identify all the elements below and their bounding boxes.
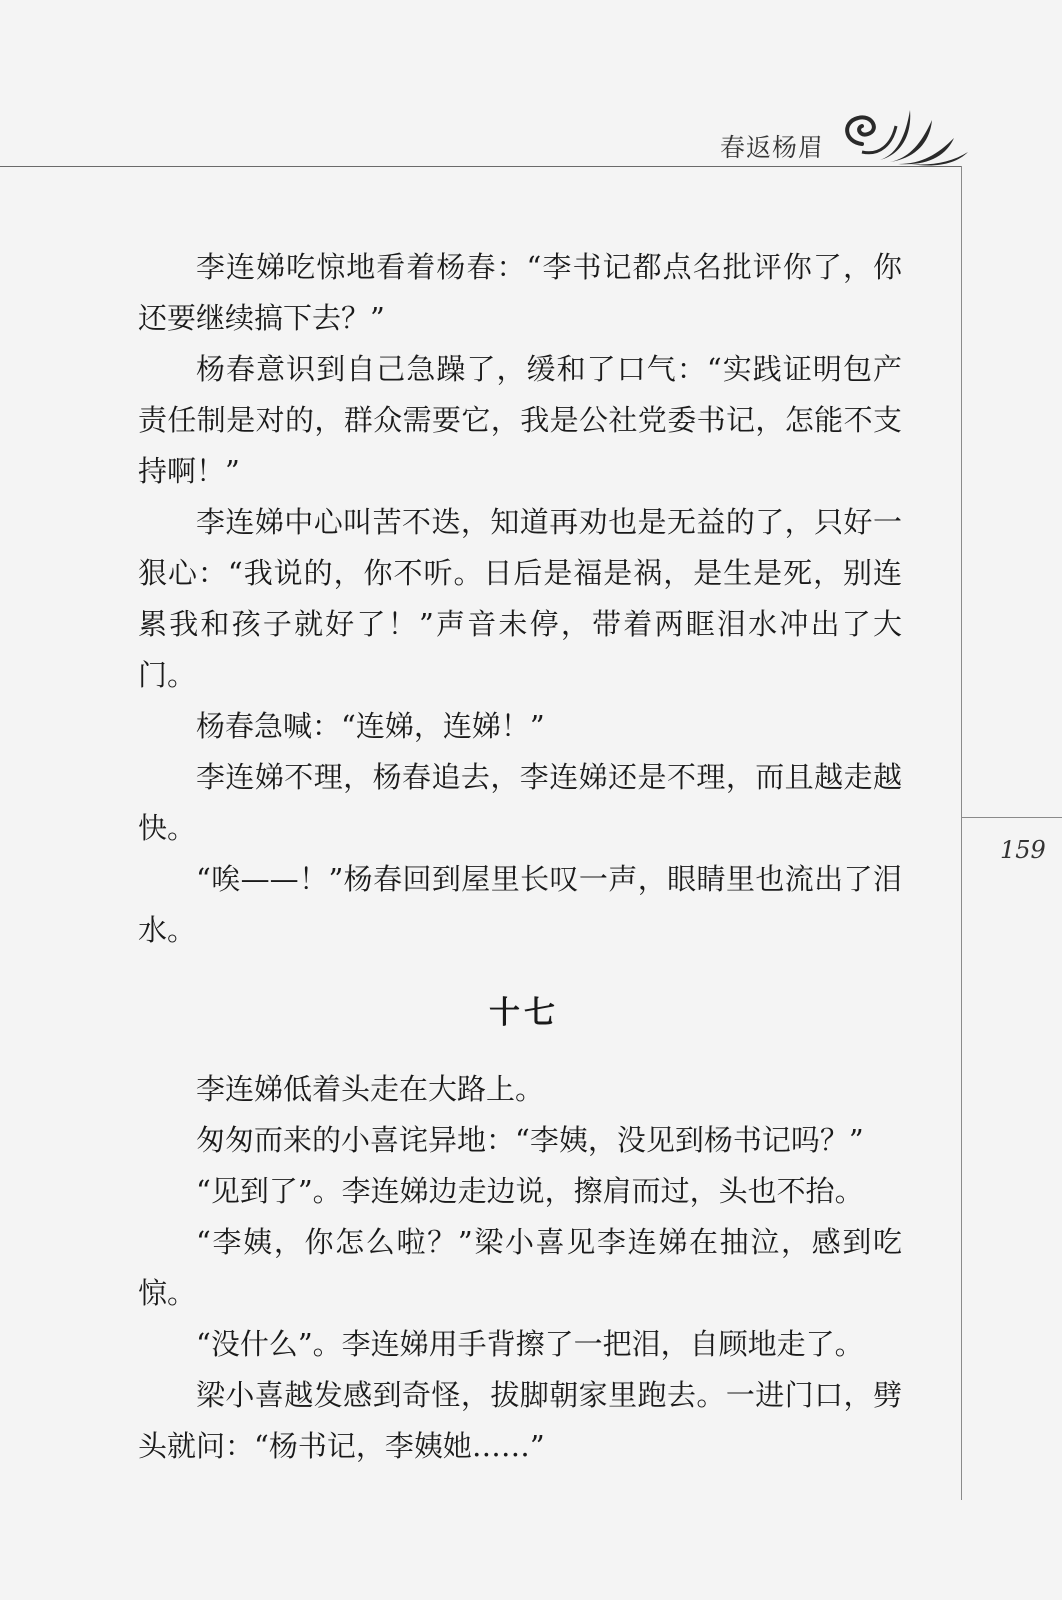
paragraph: 梁小喜越发感到奇怪，拔脚朝家里跑去。一进门口，劈头就问：“杨书记，李姨她……” bbox=[138, 1378, 902, 1463]
paragraph: 杨春急喊：“连娣，连娣！” bbox=[196, 709, 545, 743]
running-head-title: 春返杨眉 bbox=[720, 133, 825, 162]
paragraph: “唉——！”杨春回到屋里长叹一声，眼睛里也流出了泪水。 bbox=[138, 862, 902, 947]
page-number: 159 bbox=[1000, 836, 1046, 864]
paragraph: 杨春意识到自己急躁了，缓和了口气：“实践证明包产责任制是对的，群众需要它，我是公社党委书记，怎能不支持啊！” bbox=[138, 352, 902, 488]
paragraph: “没什么”。李连娣用手背擦了一把泪，自顾地走了。 bbox=[196, 1327, 864, 1361]
paragraph: 李连娣不理，杨春追去，李连娣还是不理，而且越走越快。 bbox=[138, 760, 902, 845]
paragraph: 匆匆而来的小喜诧异地：“李姨，没见到杨书记吗？” bbox=[196, 1123, 864, 1157]
paragraph: 李连娣低着头走在大路上。 bbox=[196, 1072, 545, 1106]
swirl-ornament-icon bbox=[840, 104, 970, 166]
paragraph: “李姨，你怎么啦？”梁小喜见李连娣在抽泣，感到吃惊。 bbox=[138, 1225, 902, 1310]
header-rule bbox=[0, 166, 962, 167]
paragraph: “见到了”。李连娣边走边说，擦肩而过，头也不抬。 bbox=[196, 1174, 864, 1208]
margin-rule bbox=[961, 166, 962, 1500]
paragraph: 李连娣吃惊地看着杨春：“李书记都点名批评你了，你还要继续搞下去？” bbox=[138, 250, 902, 335]
page-number-rule bbox=[962, 817, 1062, 818]
paragraph: 李连娣中心叫苦不迭，知道再劝也是无益的了，只好一狠心：“我说的，你不听。日后是福是祸，是生是死，别连累我和孩子就好了！”声音未停，带着两眶泪水冲出了大门。 bbox=[138, 505, 902, 692]
body-text bbox=[138, 242, 902, 1472]
chapter-heading: 十七 bbox=[489, 995, 559, 1031]
